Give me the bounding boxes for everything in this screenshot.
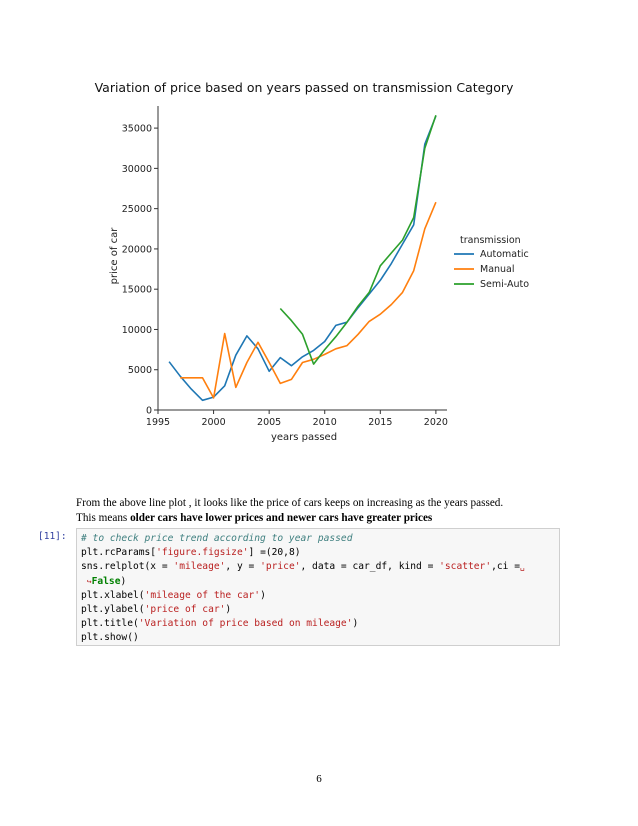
code-text: plt.show(): [81, 632, 139, 644]
code-text: ): [352, 618, 359, 630]
code-line: [81, 560, 555, 574]
code-line: [81, 532, 555, 546]
legend-entry: Manual: [480, 264, 515, 275]
code-comment: # to check price trend according to year passed: [81, 533, 353, 544]
paragraph-bold-text: older cars have lower prices and newer cars have greater prices: [130, 512, 433, 524]
paragraph-text: This means: [76, 512, 131, 524]
paragraph-line-1: From the above line plot , it looks like the price of cars keeps on increasing as the years passed.: [76, 497, 504, 509]
code-line: [81, 603, 555, 617]
code-text: sns.relplot(x =: [81, 561, 174, 573]
code-text: ): [225, 603, 232, 615]
y-tick-label: 10000: [121, 324, 152, 336]
paragraph-line-2: [76, 511, 596, 526]
legend-title: transmission: [460, 235, 521, 246]
code-line: [81, 575, 555, 589]
x-tick-label: 2020: [423, 417, 448, 428]
code-keyword: False: [91, 575, 121, 587]
y-tick-label: 25000: [121, 204, 152, 216]
code-line: [81, 546, 555, 560]
code-text: plt.rcParams[: [81, 547, 157, 559]
code-text: plt.ylabel(: [81, 603, 145, 615]
legend-entry: Automatic: [480, 249, 529, 260]
x-tick-label: 1995: [145, 417, 171, 428]
code-string: 'price of car': [144, 603, 226, 615]
y-tick-label: 0: [145, 405, 152, 417]
code-text: plt.title(: [81, 618, 139, 630]
code-text: , data = car_df, kind =: [300, 561, 440, 573]
series-line-automatic: [169, 116, 436, 400]
chart-title: Variation of price based on years passed on transmission Category: [94, 80, 514, 95]
code-line: [81, 589, 555, 603]
code-text: ] =(20,8): [248, 547, 301, 559]
x-tick-label: 2005: [257, 417, 282, 428]
x-tick-label: 2015: [368, 417, 393, 428]
code-line: [81, 631, 555, 645]
y-tick-label: 35000: [121, 123, 152, 135]
code-line: [81, 617, 555, 631]
code-text: ): [120, 575, 127, 587]
legend: [454, 235, 529, 290]
axes: [122, 106, 448, 428]
y-tick-label: 15000: [121, 284, 152, 296]
code-string: 'Variation of price based on mileage': [138, 618, 353, 630]
series-line-manual: [180, 202, 436, 398]
y-tick-label: 30000: [121, 163, 152, 175]
code-text: ,ci =: [491, 561, 520, 573]
code-string: 'figure.figsize': [156, 547, 249, 559]
code-string: 'scatter': [439, 561, 492, 573]
line-continuation-icon: ␣: [520, 562, 525, 572]
cell-prompt: [11]:: [38, 531, 67, 542]
y-tick-label: 5000: [127, 365, 152, 377]
continuation-arrow-icon: ↪: [86, 576, 92, 586]
page-number: 6: [316, 773, 322, 785]
series-line-semi-auto: [280, 115, 436, 364]
x-tick-label: 2000: [201, 417, 226, 428]
code-string: 'price': [260, 561, 301, 573]
code-cell[interactable]: [76, 528, 560, 646]
y-axis-label: price of car: [109, 227, 120, 285]
legend-entry: Semi-Auto: [480, 279, 530, 290]
series-lines: [169, 115, 436, 400]
x-axis-label: years passed: [270, 432, 338, 443]
code-text: , y =: [225, 561, 261, 573]
code-text: plt.xlabel(: [81, 589, 145, 601]
code-string: 'mileage of the car': [144, 589, 261, 601]
y-tick-label: 20000: [121, 244, 152, 256]
code-text: ): [260, 589, 266, 601]
code-string: 'mileage': [173, 561, 226, 573]
x-tick-label: 2010: [312, 417, 337, 428]
